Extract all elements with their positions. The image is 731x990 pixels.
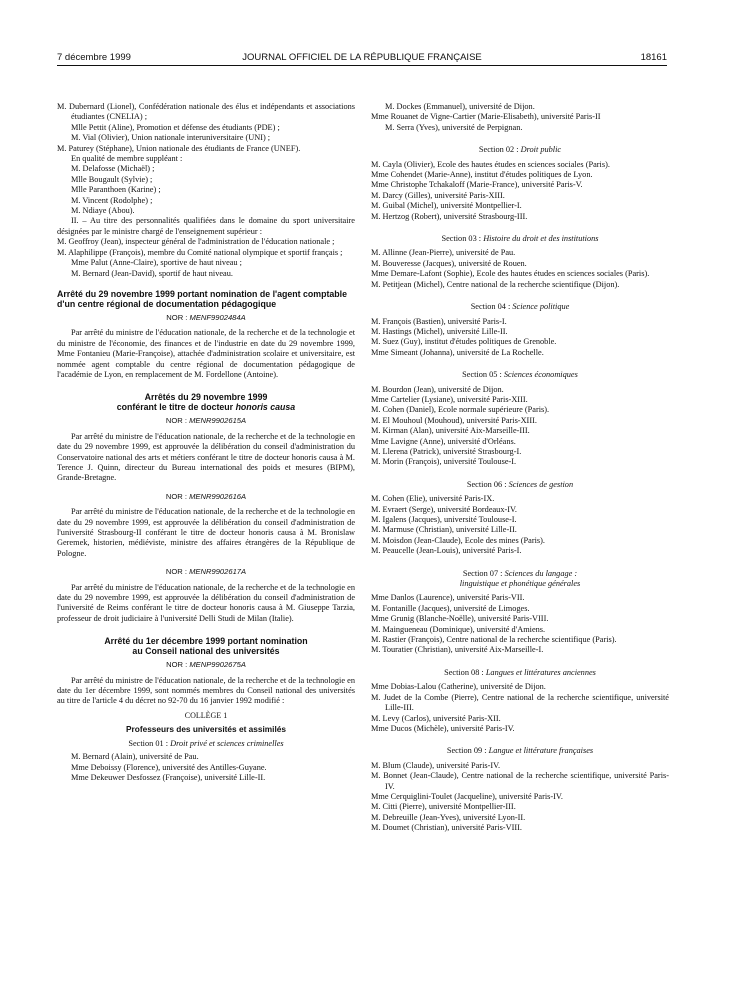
category-heading: Professeurs des universités et assimilés: [125, 724, 287, 735]
nor-line: NOR : MENR9902615A: [165, 416, 247, 426]
member-line: M. Bonnet (Jean-Claude), Centre national de la recherche scientifique, université Paris-IV.: [371, 771, 669, 791]
arrete-title: Arrêté du 29 novembre 1999 portant nomination de l'agent comptable d'un centre régional de documentation pédagogique: [57, 288, 348, 309]
member-line: Mme Deboissy (Florence), université des Antilles-Guyane.: [71, 762, 267, 772]
paragraph: II. – Au titre des personnalités qualifiées dans le domaine du sport universitaire désignées par le ministre chargé de l'enseignement supérieur :: [57, 216, 355, 236]
member-line: M. Moisdon (Jean-Claude), Ecole des mines (Paris).: [371, 535, 545, 545]
member-line: M. Touratier (Christian), université Aix-Marseille-I.: [371, 645, 544, 655]
member-line: M. Bouveresse (Jacques), université de Rouen.: [371, 258, 527, 268]
paragraph: Par arrêté du ministre de l'éducation nationale, de la recherche et de la technologie et du ministre de l'économie, des finances et de l'industrie en date du 29 novembre 1999, Mme Fontanieu (Marie-Françoise), attachée d'administration scolaire et universitaire, est nommée agent comptable du centre régional de documentation pédagogique de l'académie de Lyon, en remplacement de M. Fordellone (Antoine).: [57, 328, 355, 379]
member-line: M. Rastier (François), Centre national de la recherche scientifique (Paris).: [371, 635, 617, 645]
member-line: M. Igalens (Jacques), université Toulouse-I.: [371, 515, 517, 524]
member-line: M. Morin (François), université Toulouse-I.: [371, 457, 517, 467]
paragraph: En qualité de membre suppléant :: [71, 154, 183, 164]
member-line: M. Dockes (Emmanuel), université de Dijon.: [385, 102, 535, 111]
paragraph: Mlle Paranthoen (Karine) ;: [71, 185, 161, 195]
header-rule: [57, 65, 667, 66]
right-column: [371, 102, 669, 834]
paragraph: M. Alaphilippe (François), membre du Comité national olympique et sportif français ;: [57, 247, 343, 257]
member-line: M. El Mouhoul (Mouhoud), université Paris-XIII.: [371, 415, 537, 425]
member-line: Mme Lavigne (Anne), université d'Orléans.: [371, 436, 516, 446]
member-line: M. Citti (Pierre), université Montpellier-III.: [371, 802, 516, 812]
member-line: M. Cohen (Elie), université Paris-IX.: [371, 494, 495, 504]
section-heading: Section 09 : Langue et littérature françaises: [446, 746, 594, 756]
paragraph: M. Dubernard (Lionel), Confédération nationale des élus et indépendants et associations étudiantes (CNELIA) ;: [57, 102, 355, 122]
section-heading: Section 08 : Langues et littératures anciennes: [444, 667, 596, 677]
member-line: M. Peaucelle (Jean-Louis), université Paris-I.: [371, 546, 522, 556]
nor-line: NOR : MENF9902484A: [166, 312, 246, 322]
header-page-number: 18161: [640, 52, 667, 63]
left-column: [57, 102, 355, 783]
member-line: Mme Dobias-Lalou (Catherine), université de Dijon.: [371, 682, 546, 692]
paragraph: M. Paturey (Stéphane), Union nationale des étudiants de France (UNEF).: [57, 143, 301, 153]
paragraph: Par arrêté du ministre de l'éducation nationale, de la recherche et de la technologie en date du 1er décembre 1999, sont nommés membres du Conseil national des universités au titre de l'article 4 du décret no 92-70 du 16 janvier 1992 modifié :: [57, 675, 355, 706]
member-line: M. Cohen (Daniel), Ecole normale supérieure (Paris).: [371, 405, 550, 415]
member-line: M. Bernard (Alain), université de Pau.: [71, 752, 199, 762]
member-line: M. Hertzog (Robert), université Strasbourg-III.: [371, 211, 528, 221]
member-line: Mme Dekeuwer Desfossez (Françoise), université Lille-II.: [71, 772, 266, 782]
member-line: M. Evraert (Serge), université Bordeaux-IV.: [371, 504, 517, 514]
nor-line: NOR : MENR9902617A: [165, 567, 247, 577]
arrete-title: Arrêtés du 29 novembre 1999 conférant le titre de docteur honoris causa: [116, 392, 296, 413]
member-line: M. Petitjean (Michel), Centre national de la recherche scientifique (Dijon).: [371, 279, 620, 289]
member-line: M. Marmuse (Christian), université Lille-II.: [371, 525, 517, 535]
member-line: Mme Simeant (Johanna), université de La Rochelle.: [371, 347, 544, 357]
header-date: 7 décembre 1999: [57, 52, 131, 63]
college-heading: COLLÈGE 1: [184, 710, 228, 720]
nor-line: NOR : MENP9902675A: [166, 660, 246, 670]
member-line: M. Llerena (Patrick), université Strasbourg-I.: [371, 446, 522, 456]
member-line: Mme Christophe Tchakaloff (Marie-France), université Paris-V.: [371, 180, 583, 190]
member-line: M. Doumet (Christian), université Paris-VIII.: [371, 823, 522, 833]
member-line: Mme Cerquiglini-Toulet (Jacqueline), université Paris-IV.: [371, 791, 563, 801]
member-line: M. Fontanille (Jacques), université de Limoges.: [371, 603, 530, 613]
paragraph: M. Delafosse (Michaël) ;: [71, 164, 155, 174]
member-line: M. Suez (Guy), institut d'études politiques de Grenoble.: [371, 337, 557, 347]
member-line: M. Levy (Carlos), université Paris-XII.: [371, 713, 501, 723]
section-heading: Section 01 : Droit privé et sciences criminelles: [128, 738, 284, 748]
paragraph: M. Vial (Olivier), Union nationale interuniversitaire (UNI) ;: [71, 133, 271, 143]
member-line: Mme Grunig (Blanche-Noëlle), université Paris-VIII.: [371, 614, 549, 624]
section-heading: Section 04 : Science politique: [470, 302, 570, 312]
paragraph: Par arrêté du ministre de l'éducation nationale, de la recherche et de la technologie en date du 29 novembre 1999, est approuvée la délibération du conseil d'administration du Conservatoire national des arts et métiers conférant le titre de docteur honoris causa à M. Terence J. Quinn, directeur du Bureau international des poids et mesures (BIPM), Grande-Bretagne.: [57, 431, 355, 483]
header-title: JOURNAL OFFICIEL DE LA RÉPUBLIQUE FRANÇAISE: [242, 52, 482, 63]
section-heading: Section 05 : Sciences économiques: [462, 370, 578, 380]
member-line: M. Bourdon (Jean), université de Dijon.: [371, 384, 504, 394]
member-line: Mme Danlos (Laurence), université Paris-VII.: [371, 593, 525, 603]
section-heading: Section 02 : Droit public: [478, 145, 562, 155]
member-line: M. Blum (Claude), université Paris-IV.: [371, 760, 501, 770]
section-heading: Section 03 : Histoire du droit et des institutions: [441, 234, 599, 244]
paragraph: Par arrêté du ministre de l'éducation nationale, de la recherche et de la technologie en date du 29 novembre 1999, est approuvée la délibération du conseil d'administration de l'université Strasbourg-II conférant le titre de docteur honoris causa à M. Bronislaw Geremek, historien, médiéviste, ministre des affaires étrangères de la République de Pologne.: [57, 507, 355, 558]
member-line: Mme Ducos (Michèle), université Paris-IV.: [371, 723, 515, 733]
member-line: M. Debreuille (Jean-Yves), université Lyon-II.: [371, 812, 526, 822]
member-line: M. François (Bastien), université Paris-I.: [371, 316, 507, 326]
section-heading: Section 07 : Sciences du langage : linguistique et phonétique générales: [459, 568, 581, 589]
paragraph: M. Geoffroy (Jean), inspecteur général de l'administration de l'éducation nationale ;: [57, 237, 335, 247]
member-line: M. Serra (Yves), université de Perpignan.: [385, 122, 523, 132]
section-heading: Section 06 : Sciences de gestion: [466, 479, 574, 489]
page-header: [57, 52, 667, 66]
nor-line: NOR : MENR9902616A: [165, 491, 247, 501]
member-line: Mme Demare-Lafont (Sophie), Ecole des hautes études en sciences sociales (Paris).: [371, 269, 650, 279]
member-line: M. Cayla (Olivier), Ecole des hautes études en sciences sociales (Paris).: [371, 159, 610, 169]
member-line: M. Maingueneau (Dominique), université d'Amiens.: [371, 624, 546, 634]
paragraph: Mlle Pettit (Aline), Promotion et défense des étudiants (PDE) ;: [71, 122, 280, 132]
member-line: M. Hastings (Michel), université Lille-II.: [371, 326, 508, 336]
member-line: M. Kirman (Alan), université Aix-Marseille-III.: [371, 426, 530, 436]
paragraph: Mlle Bougault (Sylvie) ;: [71, 174, 153, 184]
member-line: Mme Cohendet (Marie-Anne), institut d'études politiques de Lyon.: [371, 170, 593, 180]
paragraph: Mme Palut (Anne-Claire), sportive de haut niveau ;: [71, 258, 242, 268]
member-line: Mme Cartelier (Lysiane), université Paris-XIII.: [371, 394, 528, 404]
member-line: M. Judet de la Combe (Pierre), Centre national de la recherche scientifique, université Lille-III.: [371, 692, 669, 713]
arrete-title: Arrêté du 1er décembre 1999 portant nomination au Conseil national des universités: [104, 636, 308, 657]
member-line: Mme Rouanet de Vigne-Cartier (Marie-Elisabeth), université Paris-II: [371, 112, 601, 122]
paragraph: Par arrêté du ministre de l'éducation nationale, de la recherche et de la technologie en date du 29 novembre 1999, est approuvée la délibération du conseil d'administration de l'université de Reims conférant le titre de docteur honoris causa à M. Giuseppe Tarzia, professeur de droit judiciaire à l'université Delli Studi de Milan (Italie).: [57, 582, 355, 623]
member-line: M. Guibal (Michel), université Montpellier-I.: [371, 201, 522, 211]
member-line: M. Allinne (Jean-Pierre), université de Pau.: [371, 248, 516, 258]
paragraph: M. Ndiaye (Abou).: [71, 206, 135, 216]
paragraph: M. Vincent (Rodolphe) ;: [71, 195, 153, 205]
member-line: M. Darcy (Gilles), université Paris-XIII.: [371, 190, 505, 200]
paragraph: M. Bernard (Jean-David), sportif de haut niveau.: [71, 268, 233, 278]
